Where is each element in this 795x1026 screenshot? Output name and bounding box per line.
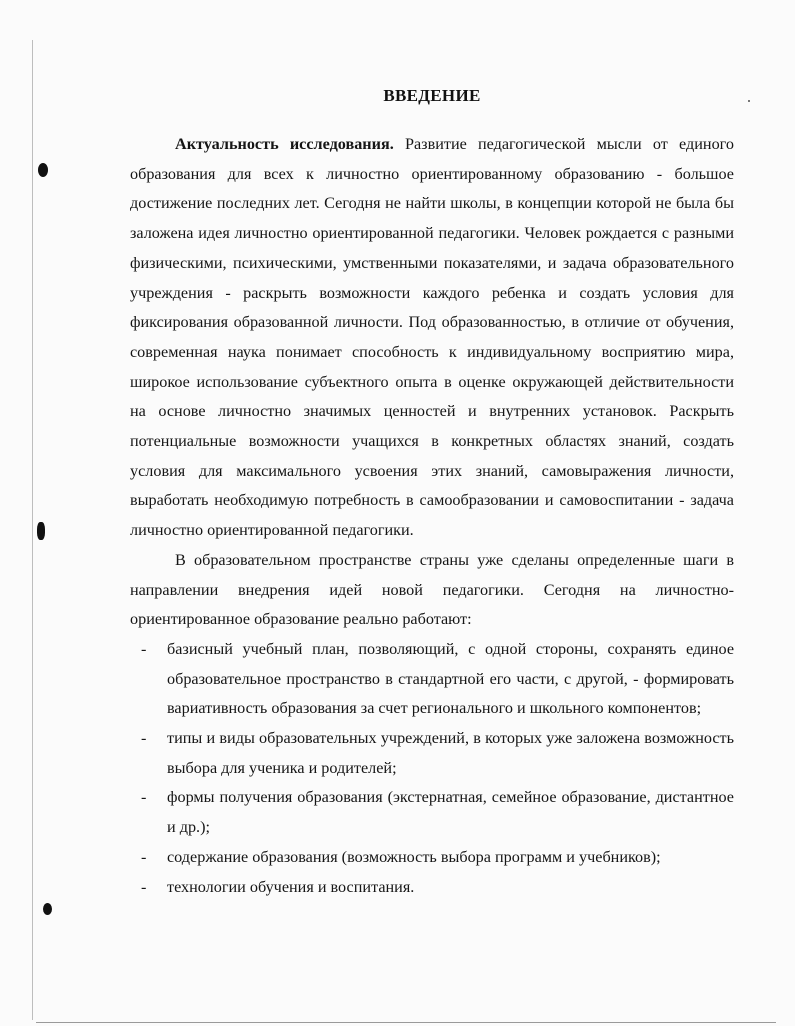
paragraph-text: Развитие педагогической мысли от единого образования для всех к личностно ориентированному образованию - большое достижение последних лет. Сегодня не найти школы, в концепции которой не была бы заложена идея личностно ориентированной педагогики. Человек рождается с разными физическими, психическими, умственными показателями, и задача образовательного учреждения - раскрыть возможности каждого ребенка и создать условия для фиксирования образованной личности. Под образованностью, в отличие от обучения, современная наука понимает способность к индивидуальному восприятию мира, широкое использование субъектного опыта в оценке окружающей действительности на основе личностно значимых ценностей и внутренних установок. Раскрыть потенциальные возможности учащихся в конкретных областях знаний, создать условия для максимального усвоения этих знаний, самовыражения личности, выработать необходимую потребность в самообразовании и самовоспитании - задача личностно ориентированной педагогики. — [130, 135, 734, 540]
paragraph-relevance — [130, 130, 734, 546]
bullet-dash: - — [141, 847, 147, 866]
list-item: - типы и виды образовательных учреждений, в которых уже заложена возможность выбора для ученика и родителей; — [130, 724, 734, 783]
paragraph-lead: Актуальность исследования. — [175, 135, 394, 153]
bullet-list — [130, 635, 734, 902]
list-item: - базисный учебный план, позволяющий, с одной стороны, сохранять единое образовательное пространство в стандартной его части, с другой, - формировать вариативность образования за счет регионального и школьного компонентов; — [130, 635, 734, 724]
bullet-dash: - — [141, 729, 147, 748]
punch-hole-mark — [43, 903, 52, 915]
list-item: - технологии обучения и воспитания. — [130, 873, 734, 903]
page-title: ВВЕДЕНИЕ — [383, 86, 481, 105]
bullet-dash: - — [141, 639, 147, 658]
scan-bottom-edge — [36, 1022, 776, 1023]
list-item: - формы получения образования (экстернатная, семейное образование, дистантное и др.); — [130, 783, 734, 842]
document-body — [130, 130, 734, 902]
paragraph-education-space: В образовательном пространстве страны уже сделаны определенные шаги в направлении внедрения идей новой педагогики. Сегодня на личностно-ориентированное образование реально работают: — [130, 550, 734, 629]
punch-hole-mark — [38, 163, 48, 177]
bullet-dash: - — [141, 788, 147, 807]
punch-hole-mark — [37, 522, 45, 540]
bullet-dash: - — [141, 877, 147, 896]
list-item: - содержание образования (возможность выбора программ и учебников); — [130, 843, 734, 873]
scan-speck — [748, 100, 750, 102]
scan-left-edge — [32, 40, 33, 1020]
